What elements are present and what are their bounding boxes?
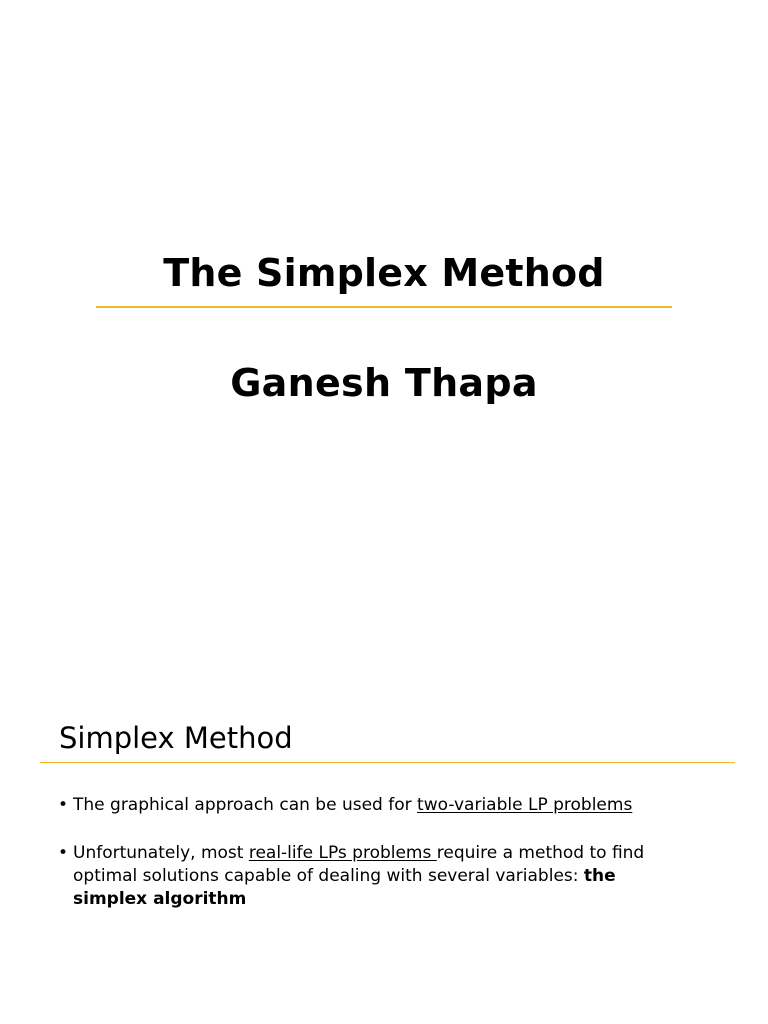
underlined-term: real-life LPs problems: [248, 843, 437, 863]
title-divider: [96, 306, 672, 308]
author-name: Ganesh Thapa: [230, 361, 538, 405]
bullet-item: [58, 794, 678, 817]
content-slide: [0, 690, 768, 1024]
heading-divider: [40, 762, 735, 763]
bullet-list: [58, 794, 678, 936]
bullet-text: Unfortunately, most: [73, 843, 249, 863]
bullet-item: [58, 842, 678, 911]
bullet-text: The graphical approach can be used for: [73, 795, 418, 815]
underlined-term: two-variable LP problems: [417, 795, 633, 815]
bullet-marker: •: [58, 795, 69, 815]
slide-heading: Simplex Method: [59, 721, 293, 755]
bold-term: the simplex algorithm: [73, 866, 616, 909]
presentation-title: The Simplex Method: [163, 251, 605, 295]
bullet-marker: •: [58, 843, 69, 863]
bullet-text-continued: require a method to find optimal solutions capable of dealing with several variables:: [73, 843, 645, 886]
